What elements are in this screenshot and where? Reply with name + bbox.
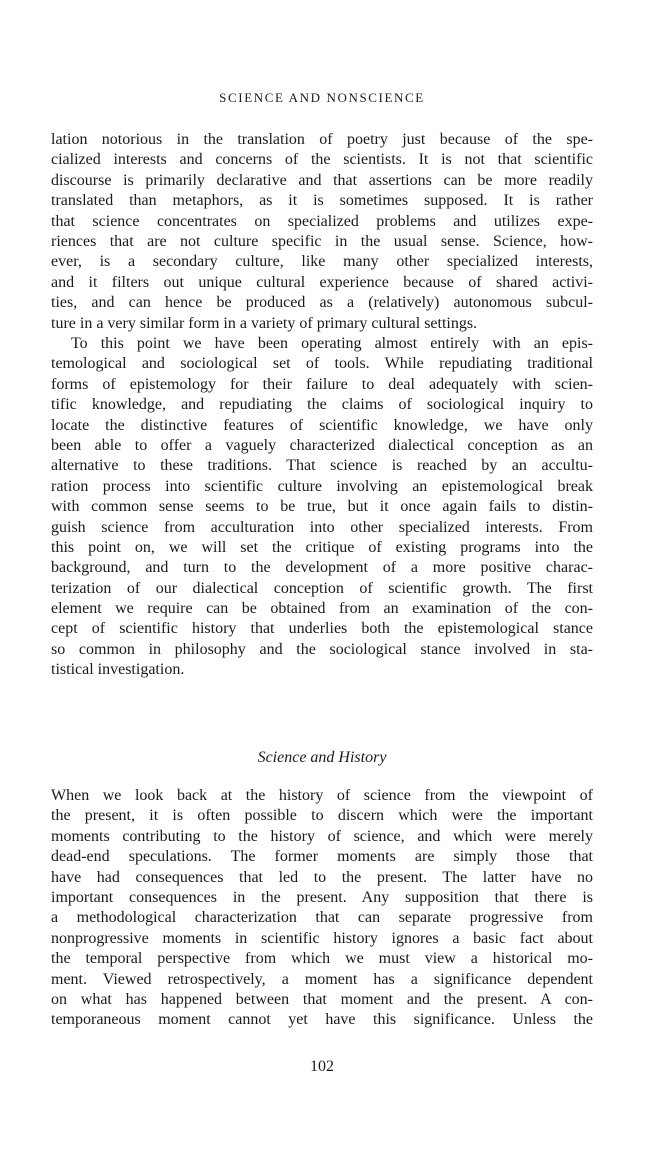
text-line: lation notorious in the translation of poetry just because of the spe- [51, 131, 593, 148]
text-line: When we look back at the history of science from the viewpoint of [51, 787, 593, 804]
text-line: element we require can be obtained from an examination of the con- [51, 600, 593, 618]
text-line: forms of epistemology for their failure to deal adequately with scien- [51, 375, 593, 393]
text-line: translated than metaphors, as it is sometimes supposed. It is rather [51, 192, 593, 210]
text-line: that science concentrates on specialized problems and utilizes expe- [51, 212, 593, 230]
section-heading: Science and History [257, 749, 387, 766]
page-number: 102 [310, 1058, 334, 1075]
text-line: cialized interests and concerns of the scientists. It is not that scientific [51, 151, 593, 169]
text-line: this point on, we will set the critique of existing programs into the [51, 538, 593, 556]
running-head: SCIENCE AND NONSCIENCE [219, 90, 425, 105]
text-line: locate the distinctive features of scientific knowledge, we have only [51, 416, 593, 434]
text-line: on what has happened between that moment and the present. A con- [51, 990, 593, 1008]
text-line: alternative to these traditions. That science is reached by an accultu- [51, 457, 593, 475]
paragraph-1 [51, 130, 593, 334]
text-line: tistical investigation. [51, 661, 185, 679]
text-line: moments contributing to the history of science, and which were merely [51, 827, 593, 845]
paragraph-3 [51, 786, 593, 1031]
text-line: with common sense seems to be true, but it once again fails to distin- [51, 498, 593, 516]
text-line: tific knowledge, and repudiating the claims of sociological inquiry to [51, 396, 593, 414]
text-line: ture in a very similar form in a variety of primary cultural settings. [51, 314, 478, 332]
text-line: terization of our dialectical conception of scientific growth. The first [51, 579, 593, 597]
text-line: ties, and can hence be produced as a (relatively) autonomous subcul- [51, 294, 593, 312]
text-line: dead-end speculations. The former moments are simply those that [51, 848, 593, 866]
text-line: important consequences in the present. Any supposition that there is [51, 888, 593, 906]
text-line: have had consequences that led to the present. The latter have no [51, 868, 593, 886]
text-line: ration process into scientific culture involving an epistemological break [51, 477, 593, 495]
text-line: ever, is a secondary culture, like many other specialized interests, [51, 253, 593, 271]
text-line: a methodological characterization that can separate progressive from [51, 909, 593, 927]
paragraph-2 [51, 334, 593, 681]
text-line: nonprogressive moments in scientific history ignores a basic fact about [51, 929, 593, 947]
text-line: and it filters out unique cultural experience because of shared activi- [51, 273, 593, 291]
text-line: riences that are not culture specific in the usual sense. Science, how- [51, 232, 593, 250]
text-line: discourse is primarily declarative and that assertions can be more readily [51, 171, 593, 189]
text-line: the present, it is often possible to discern which were the important [51, 807, 593, 825]
text-line: temological and sociological set of tools. While repudiating traditional [51, 355, 593, 373]
text-line: background, and turn to the development of a more positive charac- [51, 559, 593, 577]
text-line: so common in philosophy and the sociological stance involved in sta- [51, 640, 593, 658]
book-page [51, 0, 593, 1170]
text-line: To this point we have been operating almost entirely with an epis- [71, 335, 593, 352]
text-line: cept of scientific history that underlies both the epistemological stance [51, 620, 593, 638]
text-line: ment. Viewed retrospectively, a moment has a significance dependent [51, 970, 593, 988]
text-line: temporaneous moment cannot yet have this significance. Unless the [51, 1011, 593, 1029]
text-line: been able to offer a vaguely characterized dialectical conception as an [51, 436, 593, 454]
text-line: the temporal perspective from which we must view a historical mo- [51, 950, 593, 968]
text-line: guish science from acculturation into other specialized interests. From [51, 518, 593, 536]
